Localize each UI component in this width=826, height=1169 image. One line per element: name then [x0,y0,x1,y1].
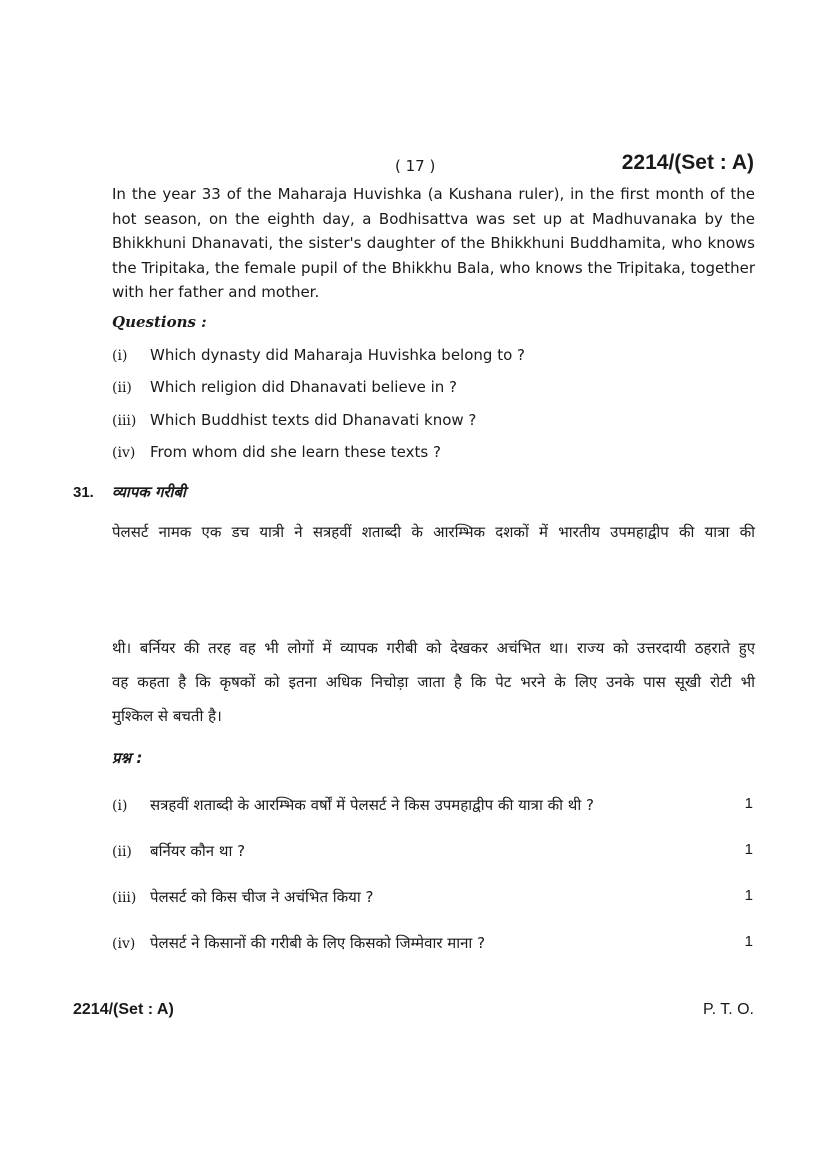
question-text: Which Buddhist texts did Dhanavati know ? [150,411,477,429]
question-marks: 1 [744,887,753,904]
question-text: Which religion did Dhanavati believe in ? [150,378,457,396]
hindi-passage-line-2: थी। बर्नियर की तरह वह भी लोगों में व्यापक गरीबी को देखकर अचंभित था। राज्य को उत्तरदायी ठहराते हुए [112,639,755,657]
english-passage: In the year 33 of the Maharaja Huvishka (a Kushana ruler), in the first month of the hot season, on the eighth day, a Bodhisattva was set up at Madhuvanaka by the Bhikkhuni Dhanavati, the sister's daughter of the Bhikkhuni Buddhamita, who knows the Tripitaka, the female pupil of the Bhikkhu Bala, who knows the Tripitaka, together with her father and mother. [112,185,755,302]
header-set-code: 2214/(Set : A) [621,151,754,174]
question-text: Which dynasty did Maharaja Huvishka belong to ? [150,346,525,364]
question-iii [112,411,476,429]
question-number: (ii) [112,844,132,860]
page-number: ( 17 ) [395,157,436,175]
question-text: पेलसर्ट को किस चीज ने अचंभित किया ? [150,888,374,906]
question-number: (ii) [112,380,132,396]
question-marks: 1 [744,841,753,858]
question-number: (i) [112,798,128,814]
question-text: पेलसर्ट ने किसानों की गरीबी के लिए किसको जिम्मेवार माना ? [150,934,486,952]
hindi-passage-line-1: पेलसर्ट नामक एक डच यात्री ने सत्रहवीं शताब्दी के आरम्भिक दशकों में भारतीय उपमहाद्वीप की यात्रा की [112,523,755,541]
question-marks: 1 [744,795,753,812]
question-number: (iii) [112,890,137,906]
hindi-question-ii [112,841,755,861]
question-ii [112,378,457,396]
question-number: (iv) [112,445,136,461]
hindi-question-i [112,795,755,815]
question-text: बर्नियर कौन था ? [150,842,246,860]
hindi-questions-heading: प्रश्न : [112,749,143,767]
hindi-passage-line-3: वह कहता है कि कृषकों को इतना अधिक निचोड़ा जाता है कि पेट भरने के लिए उनके पास सूखी रोटी भी [112,673,755,691]
pto-label: P. T. O. [703,1001,754,1018]
question-number: (iii) [112,413,137,429]
question-iv [112,443,441,461]
question-text: From whom did she learn these texts ? [150,443,441,461]
question-text: सत्रहवीं शताब्दी के आरम्भिक वर्षों में पेलसर्ट ने किस उपमहाद्वीप की यात्रा की थी ? [150,796,594,814]
hindi-question-iii [112,887,755,907]
questions-heading: Questions : [112,313,207,331]
footer-set-code: 2214/(Set : A) [73,1001,174,1018]
question-31-number: 31. [73,484,94,501]
question-number: (i) [112,348,128,364]
hindi-question-iv [112,933,755,953]
question-number: (iv) [112,936,136,952]
question-i [112,346,525,364]
question-marks: 1 [744,933,753,950]
hindi-passage-line-4: मुश्किल से बचती है। [112,707,222,725]
question-31-title: व्यापक गरीबी [112,483,186,501]
